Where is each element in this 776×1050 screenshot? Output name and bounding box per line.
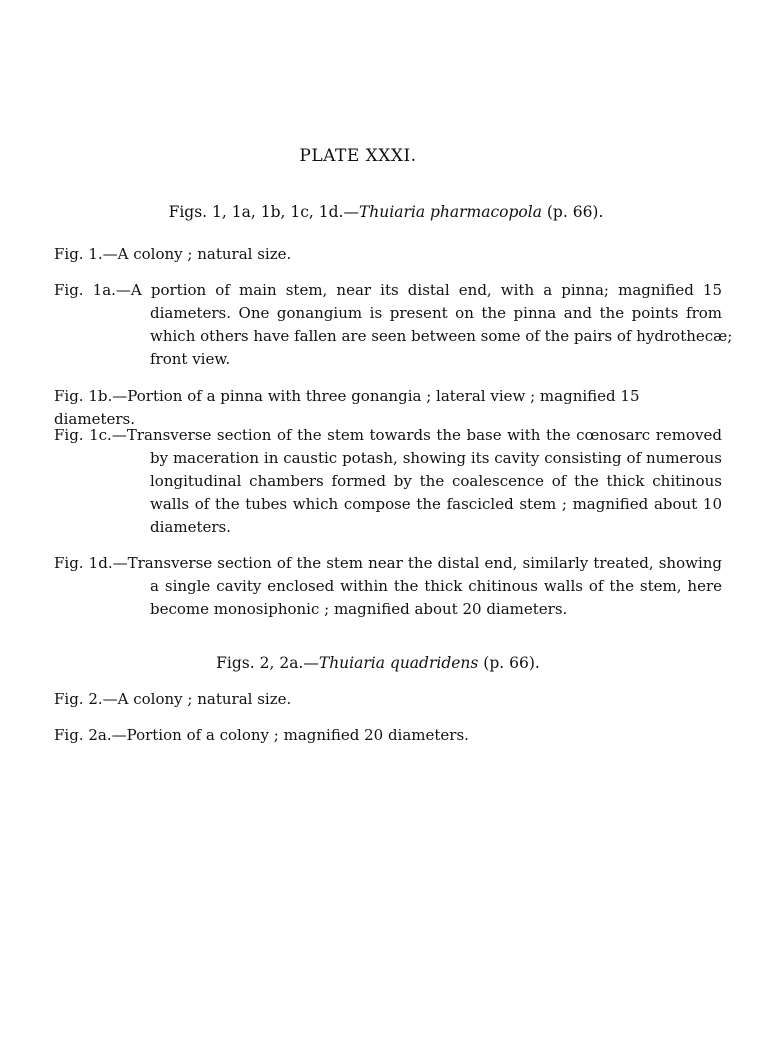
caption-fig-1: [54, 243, 722, 266]
caption-fig-1a-line-3: which others have fallen are seen between some of the pairs of hydrothecæ;: [150, 327, 733, 345]
caption-fig-1c-line-2: by maceration in caustic potash, showing its cavity consisting of numerous: [150, 449, 722, 467]
group-2-species: Thuiaria quadridens: [318, 654, 479, 672]
figure-group-heading-1: [0, 203, 774, 221]
caption-fig-1c-line-5: diameters.: [150, 518, 231, 536]
caption-fig-1d: [54, 552, 722, 621]
caption-fig-1c: [54, 424, 722, 539]
group-2-suffix: (p. 66).: [478, 654, 540, 672]
caption-fig-1b-text: Fig. 1b.—Portion of a pinna with three gonangia ; lateral view ; magnified 15 diameters.: [54, 387, 640, 428]
caption-fig-1d-line-3: become monosiphonic ; magnified about 20 diameters.: [150, 600, 568, 618]
caption-fig-1d-line-1: Fig. 1d.—Transverse section of the stem near the distal end, similarly treated, showing: [54, 554, 722, 572]
caption-fig-2a-text: Fig. 2a.—Portion of a colony ; magnified 20 diameters.: [54, 726, 469, 744]
caption-fig-1c-line-4: walls of the tubes which compose the fascicled stem ; magnified about 10: [150, 495, 722, 513]
caption-fig-1a-line-1: Fig. 1a.—A portion of main stem, near its distal end, with a pinna; magnified 15: [54, 281, 722, 299]
caption-fig-2-text: Fig. 2.—A colony ; natural size.: [54, 690, 292, 708]
caption-fig-1-text: Fig. 1.—A colony ; natural size.: [54, 245, 292, 263]
caption-fig-1c-line-3: longitudinal chambers formed by the coalescence of the thick chitinous: [150, 472, 722, 490]
caption-fig-1a: [54, 279, 733, 371]
group-1-species: Thuiaria pharmacopola: [358, 203, 542, 221]
figure-group-heading-2: [0, 654, 766, 672]
caption-fig-1a-line-4: front view.: [150, 350, 231, 368]
group-2-prefix: Figs. 2, 2a.—: [216, 654, 319, 672]
group-1-suffix: (p. 66).: [541, 203, 604, 221]
caption-fig-1d-line-2: a single cavity enclosed within the thick chitinous walls of the stem, here: [150, 577, 722, 595]
group-1-prefix: Figs. 1, 1a, 1b, 1c, 1d.—: [168, 203, 359, 221]
caption-fig-2: [54, 688, 722, 711]
caption-fig-2a: [54, 724, 722, 747]
caption-fig-1a-line-2: diameters. One gonangium is present on the pinna and the points from: [150, 304, 722, 322]
caption-fig-1c-line-1: Fig. 1c.—Transverse section of the stem towards the base with the cœnosarc removed: [54, 426, 722, 444]
plate-title: PLATE XXXI.: [299, 146, 417, 166]
